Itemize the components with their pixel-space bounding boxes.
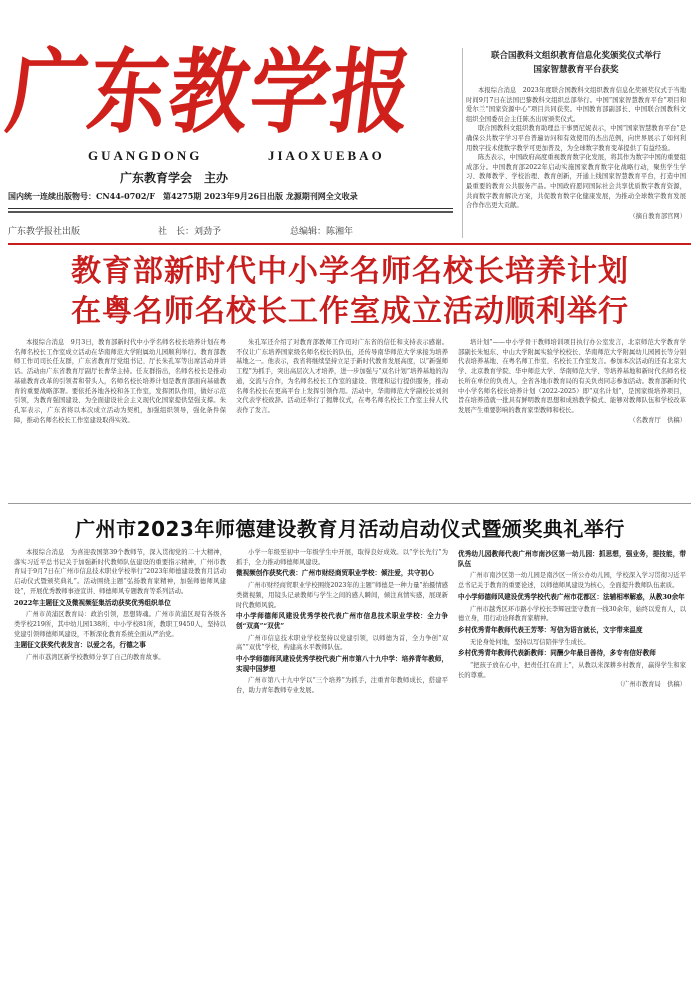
masthead-pinyin-right: JIAOXUEBAO: [268, 148, 385, 163]
sidebar-news-box: [466, 48, 686, 230]
article2-subhead: 优秀幼儿园教师代表广州市南沙区第一幼儿园：抓思想，强业务，提技能，带队伍: [458, 550, 686, 568]
article2-subhead: 中小学师德师风建设优秀学校代表广州市信息技术职业学校：全力争创“双高”“双优”: [236, 612, 448, 630]
article2-text: 广州市南沙区第一幼儿园是南沙区一所公办幼儿园，学校深入学习贯彻习近平总书记关于教育的重要论述，以师德师风建设为核心，全面提升教师队伍素质。: [458, 572, 686, 590]
sidebar-title-2: 国家智慧教育平台获奖: [533, 65, 619, 75]
article2-text: 无论身处何地，坚持以写信陪伴学生成长。: [470, 638, 590, 646]
masthead-sponsor: 广东教育学会 主办: [120, 171, 229, 185]
article2-text: 本报综合消息 为喜迎我国第39个教师节，深入贯彻党的二十大精神，落实习近平总书记关于加强新时代教师队伍建设的重要指示精神，广州市教育局于9月7日在广州市信息技术职业学校举行“2023年师德建设教育月活动启动仪式暨颁奖典礼”。活动围绕主题“弘扬教育家精神，加强师德师风建设”，开展优秀教师事迹宣讲、师德师风专题教育等系列活动。: [14, 549, 226, 595]
section-divider-red: [8, 243, 691, 245]
article2-text: 广州市信息技术职业学校坚持以党建引领，以师德为首，全力争创“双高”“双优”学校，构建高水平教师队伍。: [236, 634, 448, 652]
article1-headline-line2: 在粤名师名校长工作室成立活动顺利举行: [71, 294, 629, 329]
sidebar-paragraph: 陈杰表示，中国政府高度重视教育数字化发展，将其作为数字中国的重要组成部分。中国教育部2022年启动实施国家教育数字化战略行动，聚焦学生学习、教师教学、学校治理、教育创新，开通上线国家智慧教育平台，打造中国最重要的教育公共服务产品。中国政府愿同国际社会共享优质数字教育资源，共商数字教育解决方案，共促教育数字化健康发展，为推动全球数字教育发展合作作出更大贡献。: [466, 154, 686, 210]
article2-subhead: 2022年主题征文及微视频征集活动获奖优秀组织单位: [14, 598, 171, 607]
sidebar-body: [466, 86, 686, 211]
article2-text: 小学一年级至初中一年级学生中开展，取得良好成效。以“学长先行”为抓手，全力推动师德师风建设。: [236, 549, 448, 566]
article1-signature: （名教育厅 供稿）: [629, 416, 686, 424]
president-name: 社 长：刘劲予: [158, 227, 222, 237]
article2-headline: 广州市2023年师德建设教育月活动启动仪式暨颁奖典礼举行: [75, 517, 625, 541]
article2-text: 广州市第八十九中学以“三个培养”为抓手，注重青年教师成长，搭建平台，助力青年教师专业发展。: [236, 677, 448, 695]
article1-column-2: [236, 338, 448, 498]
article2-subhead: 乡村优秀青年教师代表王芳琴：写信为语言就长，文宇带来温度: [458, 625, 643, 634]
article2-text: 广州市黄浦区教育局：政治引领，思想铸魂。广州市黄浦区现有各级各类学校219所，其中幼儿园138所、中小学校81所，教职工9450人，坚持以党建引领师德师风建设，不断深化教育系统全面从严治党。: [14, 611, 226, 638]
article1-column-3: [458, 338, 686, 498]
article1-text: 本报综合消息 9月3日，教育部新时代中小学名师名校长培养计划在粤名师名校长工作室成立活动在华南师范大学附属幼儿园顺利举行。教育部教师工作司司长任友群，广东省教育厅党组书记、厅长朱孔军等出席活动并讲话。活动由广东省教育厅副厅长曹华主持。任友群指出，名师名校长是推动基础教育改革的引领者和带头人，名师名校长培养计划是教育部面向基础教育的重要战略部署。要依托各地各校和各工作室，发挥团队作用，做好示范引领，为教育强国建设、为全面建设社会主义现代化国家提供坚强支撑。朱孔军表示，广东省将以本次成立活动为契机，加强组织领导，强化条件保障，推动名师名校长工作室建设取得实效。: [14, 339, 226, 424]
masthead-title: 广东教学报: [1, 37, 419, 146]
article1-text: 朱孔军还介绍了对教育部教师工作司对广东省的信任和支持表示感谢。不仅让广东培养国家级名师名校长的队伍，还传导南华师范大学承接为培养基地之一。他表示，我省将继续坚持立足于新时代教育发展高度，以“新强师工程”为抓手，突出高层次人才培养，进一步加强与“双名计划”培养基地的沟通，交流与合作，为名师名校长工作室的建设、管理和运行提供服务，推动名师名校长在更高平台上发挥引领作用。活动中，华南师范大学副校长刘剑文代表学校致辞。活动还举行了揭牌仪式，在粤名师名校长工作室主持人代表作了发言。: [236, 339, 448, 414]
article2-text: “把孩子放在心中，把责任扛在肩上”，从教以来深耕乡村教育，赢得学生和家长的尊重。: [458, 662, 686, 679]
article2-subhead: 主题征文获奖代表发言：以爱之名，行德之事: [14, 641, 146, 650]
article2-text: 广州市财经商贸职业学校围绕2023年的主题“师德是一种力量”拍摄情感类微视频，用镜头记录教师与学生之间的感人瞬间，倾注真情实感，展现新时代教师风貌。: [236, 582, 448, 609]
article2-subhead: 微视频创作获奖代表：广州市财经商贸职业学校：倾注爱，共守初心: [236, 569, 434, 578]
article2-signature: （广州市教育局 供稿）: [616, 681, 686, 689]
article2-column-2: [236, 548, 448, 990]
article2-subhead: 中小学师德师风建设优秀学校代表广州市第八十九中学：培养青年教师，实现中国梦想: [236, 655, 448, 673]
masthead-rule-top: [8, 208, 453, 209]
article2-subhead: 乡村优秀青年教师代表新教师：同酬少年最目善待，多专有信好教师: [458, 649, 656, 658]
article2-text: 广州市越秀区环市路小学校长李辉冠坚守教育一线30余年，始终以爱育人，以德立身，用行动诠释教育家精神。: [458, 605, 686, 623]
masthead-info-line: 国内统一连续出版物号：CN44-0702/F 第4275期 2023年9月26日出版 龙源期刊网全文收录: [8, 191, 358, 201]
masthead-rule-bottom: [8, 211, 453, 213]
sidebar-title-1: 联合国教科文组织教育信息化奖颁奖仪式举行: [490, 51, 661, 61]
chief-editor-name: 总编辑：陈湘年: [290, 227, 354, 237]
article2-text: 广州市荔湾区新学校教师分享了自己的教育故事。: [26, 654, 165, 662]
article2-column-1: [14, 548, 226, 990]
article1-headline-line1: 教育部新时代中小学名师名校长培养计划: [71, 254, 629, 289]
article1-text: 培计划”——中小学骨干教师培训项目执行办公室发言，北京师范大学教育学部副长朱旭东、中山大学附属实验学校校长、华南师范大学附属幼儿园园长等分别代表培养基地、在粤名师工作室、名校长工作室发言。参加本次活动的还有北京大学、北京教育学院、华中师范大学、华南师范大学、等培养基地和新时代名师名校长所在单位的负责人，全省各地市教育局的有关负责同志参加活动。教育部新时代中小学名师名校长培养计划（2022-2025）即“双名计划”，是国家级培养项目，旨在培养造就一批具有鲜明教育思想和成熟教学模式、能够对教师队伍和学校改革发展产生重要影响的教育家型教师和校长。: [458, 339, 686, 414]
masthead-pinyin-left: GUANGDONG: [88, 148, 203, 163]
publisher-name: 广东教学报社出版: [8, 227, 81, 237]
article1-column-1: [14, 338, 226, 498]
sidebar-paragraph: 本报综合消息 2023年度联合国教科文组织教育信息化奖颁奖仪式于当地时间9月7日在法国巴黎教科文组织总部举行。中国“国家智慧教育平台”项目和爱尔兰“国家资源中心”项目共同获奖。中国教育部副部长、中国联合国教科文组织全国委员会主任陈杰出席颁奖仪式。: [466, 87, 686, 123]
article-divider: [8, 503, 691, 504]
article2-subhead: 中小学师德师风建设优秀学校代表广州市花都区：法辅相率解惑，从教30余年: [458, 592, 685, 601]
sidebar-paragraph: 联合国教科文组织教育助理总干事贾尼妮表示，中国“国家智慧教育平台”是确保公共数字学习平台普遍访问和有效使用的杰出范例，向世界展示了如何利用数字技术使数字教学可更加普及，为全球数字教育变革提供了有益经验。: [466, 125, 686, 152]
sidebar-signature: （摘自教育部官网）: [629, 212, 686, 220]
article1-headline: [32, 252, 668, 332]
article2-column-3: [458, 548, 686, 990]
